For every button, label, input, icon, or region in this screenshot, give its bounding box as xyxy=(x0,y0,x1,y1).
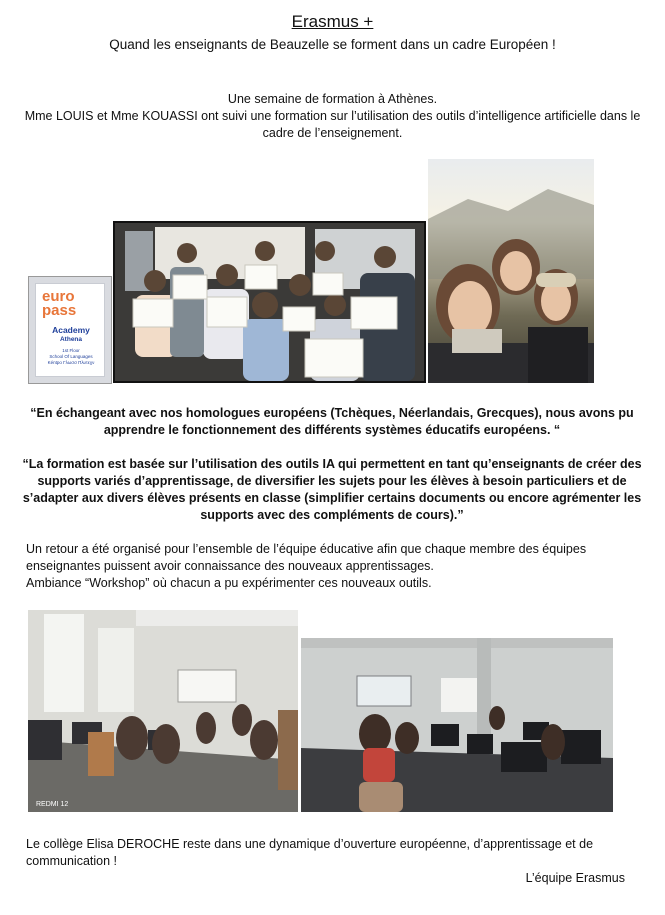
feedback-section xyxy=(26,541,641,592)
intro-line-1: Une semaine de formation à Athènes. xyxy=(227,92,438,106)
photo-selfie-landscape xyxy=(428,159,594,383)
photo-europass-plaque xyxy=(28,276,112,384)
plaque-sign xyxy=(35,283,105,377)
plaque-details xyxy=(40,348,102,366)
logo-line-1: euro xyxy=(42,288,75,305)
photo-workshop-classroom-2 xyxy=(301,638,613,812)
page-subtitle: Quand les enseignants de Beauzelle se forment dans un cadre Européen ! xyxy=(109,37,556,52)
quote-exchange: “En échangeant avec nos homologues européens (Tchèques, Néerlandais, Grecques), nous avons pu apprendre le fonctionnement des différents systèmes éducatifs européens. “ xyxy=(30,406,634,437)
classroom-1-illustration xyxy=(28,610,298,812)
photo-group-certificates xyxy=(113,221,426,383)
intro-line-2: Mme LOUIS et Mme KOUASSI ont suivi une formation sur l’utilisation des outils d’intelligence artificielle dans le cadre de l’enseignement. xyxy=(24,109,641,140)
plaque-academy: Academy xyxy=(52,325,90,335)
logo-line-2: pass xyxy=(42,302,77,319)
plaque-athena: Athena xyxy=(59,336,83,343)
selfie-illustration xyxy=(428,159,594,383)
photo-watermark: REDMI 12 xyxy=(36,801,69,808)
quote-training: “La formation est basée sur l’utilisation des outils IA qui permettent en tant qu’enseignants de créer des supports variés d’apprentissage, de diversifier les sujets pour les élèves à besoin particuliers et de s’adapter aux divers élèves présents en classe (simplifier certains documents ou encore agrémenter les supports avec des compléments de cours).” xyxy=(22,457,642,522)
classroom-2-illustration xyxy=(301,638,613,812)
closing-text: Le collège Elisa DEROCHE reste dans une dynamique d’ouverture européenne, d’apprentissage et de communication ! xyxy=(26,837,594,868)
plaque-floor: 1st Floor xyxy=(62,348,80,353)
signature: L’équipe Erasmus xyxy=(525,871,625,885)
europass-logo xyxy=(42,290,98,318)
group-photo-illustration xyxy=(115,223,424,381)
page-title: Erasmus + xyxy=(291,12,374,31)
plaque-address: Kéntpo Γλωσσ Πλυτεχν xyxy=(47,360,95,365)
workshop-paragraph: Ambiance “Workshop” où chacun a pu expérimenter ces nouveaux outils. xyxy=(26,576,432,590)
intro-text xyxy=(20,91,645,142)
plaque-school: School Of Languages xyxy=(49,354,93,359)
photo-workshop-classroom-1 xyxy=(28,610,298,812)
feedback-paragraph: Un retour a été organisé pour l’ensemble de l’équipe éducative afin que chaque membre des équipes enseignantes puissent avoir connaissance des nouveaux apprentissages. xyxy=(26,542,587,573)
